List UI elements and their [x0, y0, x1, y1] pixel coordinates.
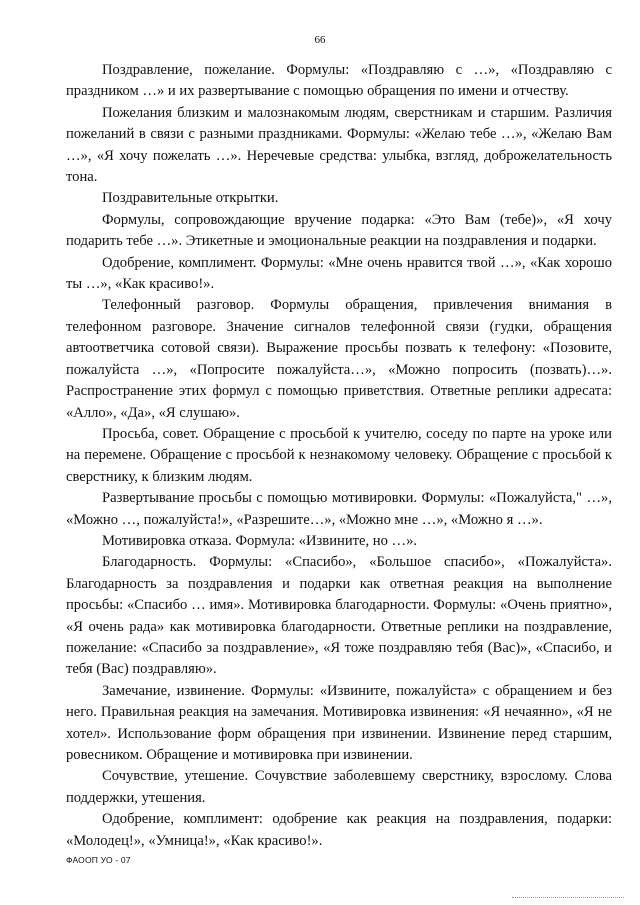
scan-artifact-line: [512, 897, 624, 901]
paragraph: Формулы, сопровождающие вручение подарка: «Это Вам (тебе)», «Я хочу подарить тебе …». Этикетные и эмоциональные реакции на поздравления и подарки.: [66, 211, 612, 250]
paragraph: Мотивировка отказа. Формула: «Извините, но …».: [102, 532, 418, 549]
paragraph: Поздравительные открытки.: [102, 190, 279, 207]
paragraph: Поздравление, пожелание. Формулы: «Поздравляю с …», «Поздравляю с праздником …» и их развертывание с помощью обращения по имени и отчеству.: [66, 62, 612, 100]
page-number: 66: [314, 34, 326, 46]
paragraph: Просьба, совет. Обращение с просьбой к учителю, соседу по парте на уроке или на перемене. Обращение с просьбой к незнакомому человеку. Обращение с просьбой к сверстнику, к близким людям.: [66, 425, 612, 485]
paragraph: Сочувствие, утешение. Сочувствие заболевшему сверстнику, взрослому. Слова поддержки, утешения.: [66, 768, 612, 806]
paragraph: Благодарность. Формулы: «Спасибо», «Большое спасибо», «Пожалуйста». Благодарность за поздравления и подарки как ответная реакция на выполнение просьбы: «Спасибо … имя». Мотивировка благодарности. Формулы: «Очень приятно», «Я очень рада» как мотивировка благодарности. Ответные реплики на поздравление, пожелание: «Спасибо за поздравление», «Я тоже поздравляю тебя (Вас)», «Спасибо, и тебя (Вас) поздравляю».: [66, 554, 612, 678]
paragraph: Одобрение, комплимент: одобрение как реакция на поздравления, подарки: «Молодец!», «Умница!», «Как красиво!».: [66, 811, 612, 849]
paragraph: Одобрение, комплимент. Формулы: «Мне очень нравится твой …», «Как хорошо ты …», «Как красиво!».: [66, 254, 612, 293]
paragraph: Развертывание просьбы с помощью мотивировки. Формулы: «Пожалуйста," …», «Можно …, пожалуйста!», «Разрешите…», «Можно мне …», «Можно я …».: [66, 490, 612, 528]
paragraph: Телефонный разговор. Формулы обращения, привлечения внимания в телефонном разговоре. Значение сигналов телефонной связи (гудки, обращения автоответчика сотовой связи). Выражение просьбы позвать к телефону: «Позовите, пожалуйста …», «Попросите пожалуйста…», «Можно попросить (позвать)…». Распространение этих формул с помощью приветствия. Ответные реплики адресата: «Алло», «Да», «Я слушаю».: [66, 297, 612, 421]
document-footer: ФАООП УО - 07: [66, 855, 131, 865]
paragraph: Пожелания близким и малознакомым людям, сверстникам и старшим. Различия пожеланий в связи с разными праздниками. Формулы: «Желаю тебе …», «Желаю Вам …», «Я хочу пожелать …». Неречевые средства: улыбка, взгляд, доброжелательность тона.: [66, 104, 612, 186]
document-body: [66, 60, 612, 852]
paragraph: Замечание, извинение. Формулы: «Извините, пожалуйста» с обращением и без него. Правильная реакция на замечания. Мотивировка извинения: «Я нечаянно», «Я не хотел». Использование форм обращения при извинении. Извинение перед старшим, ровесником. Обращение и мотивировка при извинении.: [66, 682, 612, 763]
